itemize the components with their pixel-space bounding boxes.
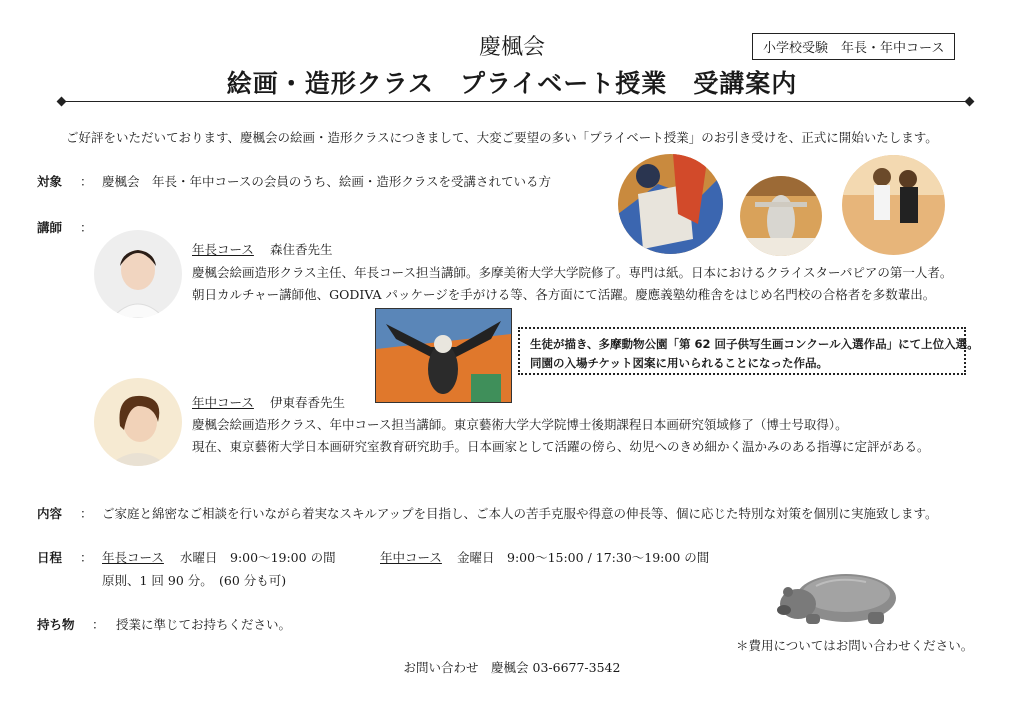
content-colon: ： [80,506,93,521]
artwork-caption-line1: 生徒が描き、多摩動物公園「第 62 回子供写生画コンクール入選作品」にて上位入選。 [530,337,979,351]
instructors-colon: ： [80,220,93,235]
target-text: 慶楓会 年長・年中コースの会員のうち、絵画・造形クラスを受講されている方 [102,174,552,189]
instructors-label: 講師 [37,220,63,235]
artwork-caption-box [518,327,979,375]
schedule-senior-course: 年長コース [102,550,164,565]
organization-name: 慶楓会 [478,35,545,60]
senior-course-name: 年長コース [192,242,254,257]
intro-text: ご好評をいただいております、慶楓会の絵画・造形クラスにつきまして、大変ご要望の多い「プライベート授業」のお引き受けを、正式に開始いたします。 [66,130,938,145]
class-photo-children [842,155,945,255]
senior-instructor-name: 森住香先生 [270,242,333,257]
contact-line: お問い合わせ 慶楓会 03-6677-3542 [403,660,621,675]
schedule-junior-course: 年中コース [380,550,442,565]
target-colon: ： [80,174,93,189]
instructor-photo-junior [94,378,182,466]
senior-bio-line1: 慶楓会絵画造形クラス主任、年長コース担当講師。多摩美術大学大学院修了。専門は紙。日本におけるクライスターパピアの第一人者。 [192,265,953,280]
schedule-duration: 原則、1 回 90 分。 (60 分も可) [102,573,287,588]
junior-bio-line1: 慶楓会絵画造形クラス、年中コース担当講師。東京藝術大学大学院博士後期課程日本画研究領域修了（博士号取得）。 [192,417,848,432]
instructor-photo-senior [94,230,182,318]
page-title: 絵画・造形クラス プライベート授業 受講案内 [226,69,798,98]
belongings-label: 持ち物 [37,617,75,632]
header-divider [62,101,970,102]
class-photo-sculpture [740,176,822,256]
artwork-caption-line2: 同園の入場チケット図案に用いられることになった作品。 [530,356,828,370]
schedule-senior-time: 水曜日 9:00〜19:00 の間 [180,550,336,565]
target-label: 対象 [37,174,63,189]
belongings-text: 授業に準じてお持ちください。 [116,617,292,632]
student-artwork-image [375,308,512,403]
course-badge: 小学校受験 年長・年中コース [752,33,955,60]
content-label: 内容 [37,506,63,521]
bear-illustration [776,566,904,628]
junior-instructor-name: 伊東春香先生 [270,395,346,410]
schedule-colon: ： [80,550,93,565]
junior-course-name: 年中コース [192,395,254,410]
fee-note: ＊費用についてはお問い合わせください。 [736,638,974,653]
schedule-label: 日程 [37,550,63,565]
senior-bio-line2: 朝日カルチャー講師他、GODIVA パッケージを手がける等、各方面にて活躍。慶應義塾幼稚舎をはじめ名門校の合格者を多数輩出。 [192,287,936,302]
belongings-colon: ： [92,617,105,632]
schedule-junior-time: 金曜日 9:00〜15:00 / 17:30〜19:00 の間 [457,550,710,565]
content-text: ご家庭と綿密なご相談を行いながら着実なスキルアップを目指し、ご本人の苦手克服や得意の伸長等、個に応じた特別な対策を個別に実施致します。 [102,506,938,521]
junior-bio-line2: 現在、東京藝術大学日本画研究室教育研究助手。日本画家として活躍の傍ら、幼児へのきめ細かく温かみのある指導に定評がある。 [192,439,930,454]
class-photo-painting [618,154,723,254]
